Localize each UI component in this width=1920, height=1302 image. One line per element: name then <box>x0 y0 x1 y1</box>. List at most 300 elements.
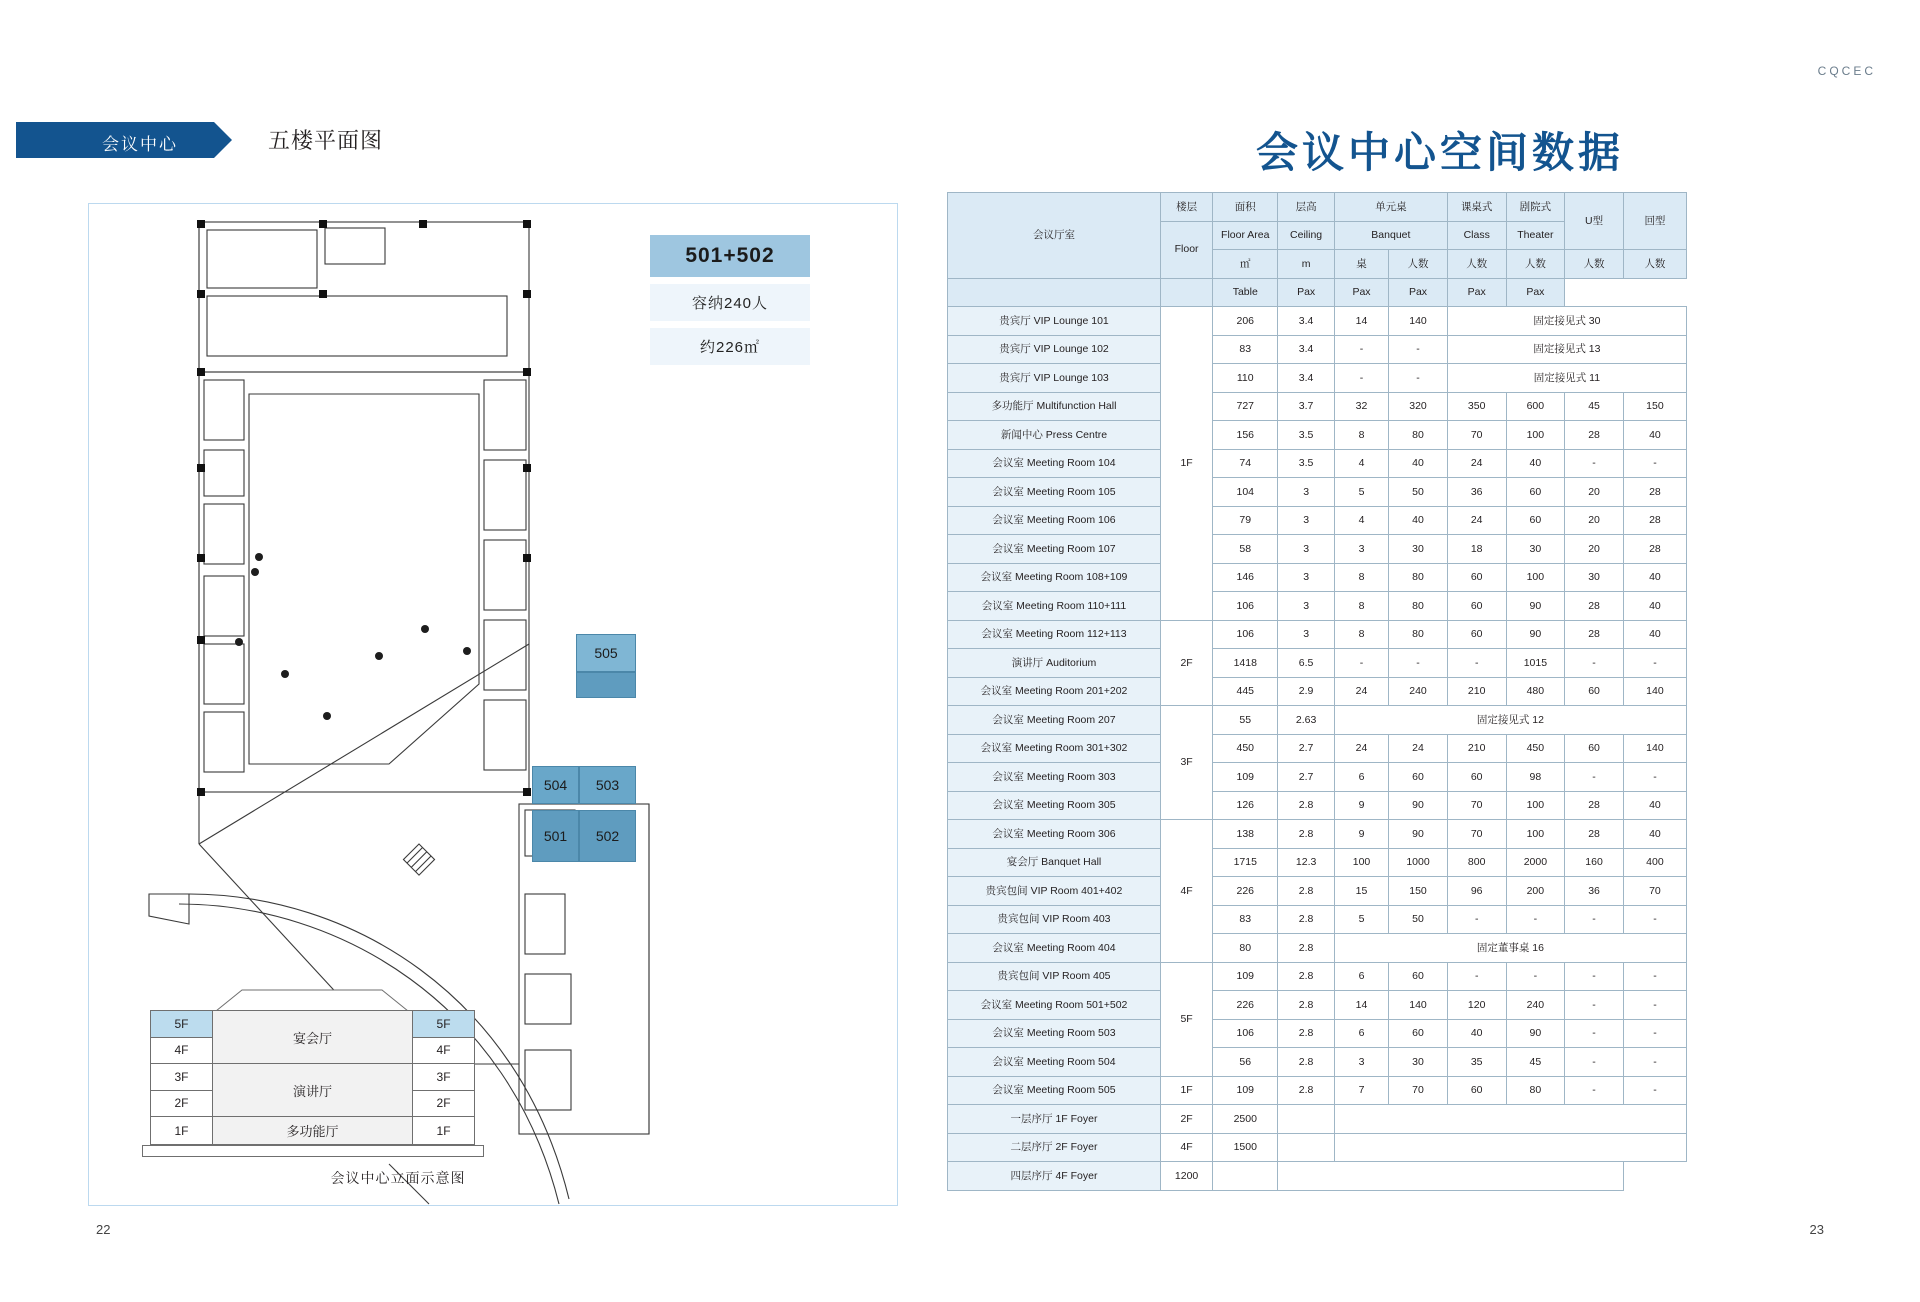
elevation-hall-name: 多功能厅 <box>212 1117 412 1145</box>
plan-room-503[interactable] <box>579 766 636 804</box>
cell-area: 156 <box>1213 421 1278 450</box>
cell-class-pax: 35 <box>1447 1048 1506 1077</box>
cell-banquet-table: - <box>1334 335 1388 364</box>
cell-merged-note: 固定接见式 30 <box>1447 307 1686 336</box>
th-area-unit: ㎡ <box>1213 250 1278 279</box>
cell-ceiling: 3 <box>1278 592 1335 621</box>
cell-room-name: 会议室 Meeting Room 503 <box>948 1019 1161 1048</box>
elevation-floor-right: 4F <box>413 1037 475 1064</box>
cell-class-pax: 210 <box>1447 734 1506 763</box>
cell-ceiling: 3.5 <box>1278 421 1335 450</box>
cell-hollow-pax: - <box>1623 449 1686 478</box>
cell-theater-pax: 45 <box>1506 1048 1565 1077</box>
cell-area: 1715 <box>1213 848 1278 877</box>
cell-class-pax: 96 <box>1447 877 1506 906</box>
cell-room-name: 会议室 Meeting Room 108+109 <box>948 563 1161 592</box>
cell-banquet-pax: 90 <box>1389 820 1448 849</box>
plan-room-502-label: 502 <box>595 828 620 844</box>
table-row <box>948 1048 1687 1077</box>
cell-room-name: 会议室 Meeting Room 501+502 <box>948 991 1161 1020</box>
table-row <box>948 307 1687 336</box>
cell-banquet-table: 8 <box>1334 592 1388 621</box>
th-area-cn: 面积 <box>1213 193 1278 222</box>
cell-room-name: 贵宾厅 VIP Lounge 102 <box>948 335 1161 364</box>
cell-hollow-pax: 140 <box>1623 677 1686 706</box>
cell-area: 1500 <box>1213 1133 1278 1162</box>
cell-ceiling: 3.4 <box>1278 335 1335 364</box>
cell-theater-pax: - <box>1506 905 1565 934</box>
cell-u-pax: - <box>1565 962 1624 991</box>
th-floor-cn: 楼层 <box>1161 193 1213 222</box>
table-row <box>948 421 1687 450</box>
cell-banquet-pax: 1000 <box>1389 848 1448 877</box>
cell-u-pax: - <box>1565 449 1624 478</box>
cell-ceiling: 3.4 <box>1278 364 1335 393</box>
cell-banquet-table: 6 <box>1334 763 1388 792</box>
th-banquet-pax: 人数 <box>1389 250 1448 279</box>
table-row <box>948 962 1687 991</box>
cell-area: 80 <box>1213 934 1278 963</box>
cell-room-name: 会议室 Meeting Room 207 <box>948 706 1161 735</box>
th-banquet-cn: 单元桌 <box>1334 193 1447 222</box>
cell-theater-pax: 1015 <box>1506 649 1565 678</box>
cell-class-pax: - <box>1447 905 1506 934</box>
elevation-floor-left: 2F <box>151 1090 213 1117</box>
th-theater-cn: 剧院式 <box>1506 193 1565 222</box>
cell-room-name: 会议室 Meeting Room 107 <box>948 535 1161 564</box>
cell-class-pax: 70 <box>1447 421 1506 450</box>
cell-area: 83 <box>1213 335 1278 364</box>
cell-u-pax: - <box>1565 1076 1624 1105</box>
cell-u-pax: 28 <box>1565 791 1624 820</box>
cell-u-pax: 60 <box>1565 734 1624 763</box>
cell-u-pax: 20 <box>1565 478 1624 507</box>
cell-ceiling: 3.5 <box>1278 449 1335 478</box>
cell-ceiling: 2.7 <box>1278 763 1335 792</box>
cell-u-pax: 160 <box>1565 848 1624 877</box>
cell-area: 1418 <box>1213 649 1278 678</box>
section-tag-label: 会议中心 <box>102 135 178 154</box>
table-row <box>948 820 1687 849</box>
table-row <box>948 506 1687 535</box>
th-banquet-en: Banquet <box>1334 221 1447 250</box>
table-title: 会议中心空间数据 <box>1255 129 1624 176</box>
plan-room-501-label: 501 <box>543 828 568 844</box>
cell-area: 1200 <box>1161 1162 1213 1191</box>
cell-u-pax: - <box>1565 1019 1624 1048</box>
cell-merged-note: 固定董事桌 16 <box>1334 934 1686 963</box>
cell-theater-pax: 100 <box>1506 791 1565 820</box>
cell-ceiling <box>1213 1162 1278 1191</box>
cell-theater-pax: 200 <box>1506 877 1565 906</box>
plan-room-501[interactable] <box>532 810 579 862</box>
table-row <box>948 1076 1687 1105</box>
table-row <box>948 364 1687 393</box>
table-row <box>948 1133 1687 1162</box>
table-row <box>948 905 1687 934</box>
cell-u-pax: - <box>1565 991 1624 1020</box>
cell-floor: 4F <box>1161 820 1213 963</box>
cell-class-pax: 60 <box>1447 563 1506 592</box>
table-row <box>948 392 1687 421</box>
cell-hollow-pax: - <box>1623 763 1686 792</box>
cell-class-pax: 36 <box>1447 478 1506 507</box>
elevation-hall-name: 演讲厅 <box>212 1064 412 1117</box>
cell-hollow-pax: 70 <box>1623 877 1686 906</box>
elevation-diagram <box>150 1010 475 1145</box>
cell-theater-pax: 100 <box>1506 820 1565 849</box>
elevation-row <box>151 1011 475 1038</box>
cell-area: 104 <box>1213 478 1278 507</box>
cell-class-pax: 70 <box>1447 791 1506 820</box>
cell-room-name: 会议室 Meeting Room 305 <box>948 791 1161 820</box>
cell-hollow-pax: 28 <box>1623 535 1686 564</box>
cell-area: 79 <box>1213 506 1278 535</box>
cell-ceiling: 3.4 <box>1278 307 1335 336</box>
cell-banquet-pax: 50 <box>1389 905 1448 934</box>
cell-theater-pax: 100 <box>1506 421 1565 450</box>
table-row <box>948 991 1687 1020</box>
cell-hollow-pax: - <box>1623 905 1686 934</box>
cell-banquet-pax: 40 <box>1389 506 1448 535</box>
cell-floor: 1F <box>1161 307 1213 621</box>
th-room: 会议厅室 <box>948 193 1161 279</box>
elevation-row <box>151 1117 475 1145</box>
elevation-caption: 会议中心立面示意图 <box>330 1170 466 1186</box>
callout-area: 约226㎡ <box>650 328 810 365</box>
cell-hollow-pax: 140 <box>1623 734 1686 763</box>
cell-u-pax: 20 <box>1565 506 1624 535</box>
cell-banquet-pax: 320 <box>1389 392 1448 421</box>
cell-room-name: 会议室 Meeting Room 106 <box>948 506 1161 535</box>
cell-u-pax: 60 <box>1565 677 1624 706</box>
table-row <box>948 1105 1687 1134</box>
cell-class-pax: 60 <box>1447 1076 1506 1105</box>
cell-room-name: 二层序厅 2F Foyer <box>948 1133 1161 1162</box>
cell-banquet-pax: 60 <box>1389 763 1448 792</box>
cell-banquet-pax: 150 <box>1389 877 1448 906</box>
table-row <box>948 934 1687 963</box>
cell-theater-pax: 60 <box>1506 478 1565 507</box>
cell-banquet-pax: 30 <box>1389 1048 1448 1077</box>
cell-banquet-pax: - <box>1389 649 1448 678</box>
table-row <box>948 563 1687 592</box>
cell-banquet-table: 14 <box>1334 307 1388 336</box>
cell-ceiling: 2.8 <box>1278 905 1335 934</box>
cell-hollow-pax: - <box>1623 991 1686 1020</box>
cell-ceiling <box>1278 1105 1335 1134</box>
cell-banquet-table: 4 <box>1334 449 1388 478</box>
cell-ceiling: 12.3 <box>1278 848 1335 877</box>
cell-empty <box>1334 1133 1686 1162</box>
cell-area: 55 <box>1213 706 1278 735</box>
elevation-floor-right: 5F <box>413 1011 475 1038</box>
cell-ceiling: 2.7 <box>1278 734 1335 763</box>
cell-ceiling: 2.8 <box>1278 877 1335 906</box>
callout-room-code: 501+502 <box>650 235 810 277</box>
cell-u-pax: - <box>1565 763 1624 792</box>
cell-room-name: 会议室 Meeting Room 306 <box>948 820 1161 849</box>
th-ceiling-unit: m <box>1278 250 1335 279</box>
th-hollow-pax: 人数 <box>1623 250 1686 279</box>
plan-room-503-label: 503 <box>595 777 620 793</box>
table-row <box>948 620 1687 649</box>
cell-room-name: 一层序厅 1F Foyer <box>948 1105 1161 1134</box>
elevation-hall-name: 宴会厅 <box>212 1011 412 1064</box>
cell-area: 106 <box>1213 1019 1278 1048</box>
cell-banquet-pax: - <box>1389 335 1448 364</box>
cell-class-pax: 40 <box>1447 1019 1506 1048</box>
page-title: 五楼平面图 <box>268 128 384 153</box>
cell-theater-pax: 450 <box>1506 734 1565 763</box>
elevation-floor-left: 1F <box>151 1117 213 1145</box>
plan-room-505-fill <box>576 672 636 698</box>
cell-ceiling: 3 <box>1278 620 1335 649</box>
cell-banquet-table: - <box>1334 649 1388 678</box>
th-area-en: Floor Area <box>1213 221 1278 250</box>
cell-area: 226 <box>1213 991 1278 1020</box>
cell-area: 109 <box>1213 1076 1278 1105</box>
plan-room-504-label: 504 <box>543 777 568 793</box>
cell-theater-pax: 480 <box>1506 677 1565 706</box>
cell-class-pax: 24 <box>1447 506 1506 535</box>
th-theater-en: Theater <box>1506 221 1565 250</box>
cell-hollow-pax: 28 <box>1623 478 1686 507</box>
elevation-floor-right: 1F <box>413 1117 475 1145</box>
cell-banquet-table: 15 <box>1334 877 1388 906</box>
cell-room-name: 新闻中心 Press Centre <box>948 421 1161 450</box>
cell-empty <box>1334 1105 1686 1134</box>
cell-class-pax: 24 <box>1447 449 1506 478</box>
table-row <box>948 478 1687 507</box>
table-row <box>948 649 1687 678</box>
cell-ceiling: 2.8 <box>1278 791 1335 820</box>
cell-u-pax: 45 <box>1565 392 1624 421</box>
cell-area: 146 <box>1213 563 1278 592</box>
elevation-base <box>142 1145 484 1157</box>
cell-room-name: 多功能厅 Multifunction Hall <box>948 392 1161 421</box>
cell-area: 83 <box>1213 905 1278 934</box>
cell-area: 74 <box>1213 449 1278 478</box>
cell-u-pax: - <box>1565 1048 1624 1077</box>
cell-area: 109 <box>1213 962 1278 991</box>
cell-banquet-pax: 80 <box>1389 421 1448 450</box>
cell-room-name: 会议室 Meeting Room 504 <box>948 1048 1161 1077</box>
cell-hollow-pax: 40 <box>1623 791 1686 820</box>
cell-ceiling: 3 <box>1278 506 1335 535</box>
cell-u-pax: 28 <box>1565 620 1624 649</box>
table-row <box>948 791 1687 820</box>
cell-banquet-table: 7 <box>1334 1076 1388 1105</box>
cell-area: 2500 <box>1213 1105 1278 1134</box>
table-row <box>948 449 1687 478</box>
cell-theater-pax: 240 <box>1506 991 1565 1020</box>
cell-banquet-pax: 90 <box>1389 791 1448 820</box>
space-data-table <box>947 192 1687 1191</box>
cell-hollow-pax: 28 <box>1623 506 1686 535</box>
table-body <box>948 307 1687 1191</box>
cell-theater-pax: 30 <box>1506 535 1565 564</box>
cell-room-name: 会议室 Meeting Room 105 <box>948 478 1161 507</box>
th-area-blank <box>948 278 1161 307</box>
cell-area: 445 <box>1213 677 1278 706</box>
cell-room-name: 贵宾包间 VIP Room 405 <box>948 962 1161 991</box>
cell-banquet-pax: 40 <box>1389 449 1448 478</box>
cell-banquet-pax: 240 <box>1389 677 1448 706</box>
cell-room-name: 贵宾包间 VIP Room 403 <box>948 905 1161 934</box>
cell-merged-note: 固定接见式 11 <box>1447 364 1686 393</box>
room-callout <box>650 235 810 365</box>
cell-banquet-table: 32 <box>1334 392 1388 421</box>
cell-hollow-pax: - <box>1623 1048 1686 1077</box>
right-page <box>960 0 1920 1302</box>
plan-room-504[interactable] <box>532 766 579 804</box>
cell-hollow-pax: 40 <box>1623 421 1686 450</box>
cell-area: 106 <box>1213 592 1278 621</box>
folio-left: 22 <box>96 1222 111 1237</box>
cell-floor: 5F <box>1161 962 1213 1076</box>
table-row <box>948 335 1687 364</box>
plan-room-505[interactable] <box>576 634 636 672</box>
cell-banquet-pax: 80 <box>1389 620 1448 649</box>
cell-area: 727 <box>1213 392 1278 421</box>
cell-banquet-table: 4 <box>1334 506 1388 535</box>
table-head-en-row <box>948 278 1687 307</box>
cell-ceiling: 3 <box>1278 535 1335 564</box>
cell-area: 206 <box>1213 307 1278 336</box>
cell-theater-pax: 2000 <box>1506 848 1565 877</box>
table-row <box>948 763 1687 792</box>
cell-banquet-table: 8 <box>1334 620 1388 649</box>
cell-ceiling: 2.8 <box>1278 934 1335 963</box>
cell-room-name: 四层序厅 4F Foyer <box>948 1162 1161 1191</box>
cell-floor: 1F <box>1161 1076 1213 1105</box>
cell-banquet-table: 100 <box>1334 848 1388 877</box>
cell-floor: 2F <box>1161 1105 1213 1134</box>
th-class-pax-en: Pax <box>1334 278 1388 307</box>
cell-area: 56 <box>1213 1048 1278 1077</box>
th-u-pax: 人数 <box>1565 250 1624 279</box>
cell-banquet-pax: 70 <box>1389 1076 1448 1105</box>
cell-banquet-table: 8 <box>1334 421 1388 450</box>
cell-room-name: 会议室 Meeting Room 201+202 <box>948 677 1161 706</box>
cell-u-pax: - <box>1565 905 1624 934</box>
section-tag <box>16 122 214 158</box>
cell-ceiling: 2.8 <box>1278 1076 1335 1105</box>
table-row <box>948 706 1687 735</box>
cell-theater-pax: - <box>1506 962 1565 991</box>
cell-ceiling <box>1278 1133 1335 1162</box>
cell-room-name: 会议室 Meeting Room 110+111 <box>948 592 1161 621</box>
cell-room-name: 会议室 Meeting Room 404 <box>948 934 1161 963</box>
cell-class-pax: 120 <box>1447 991 1506 1020</box>
th-hollow-cn: 回型 <box>1623 193 1686 250</box>
cell-area: 226 <box>1213 877 1278 906</box>
cell-banquet-pax: 140 <box>1389 991 1448 1020</box>
space-data-table-wrap <box>947 192 1687 1191</box>
table-row <box>948 535 1687 564</box>
cell-area: 110 <box>1213 364 1278 393</box>
cell-room-name: 会议室 Meeting Room 112+113 <box>948 620 1161 649</box>
cell-area: 58 <box>1213 535 1278 564</box>
cell-banquet-table: 24 <box>1334 677 1388 706</box>
cell-ceiling: 2.8 <box>1278 1048 1335 1077</box>
cell-banquet-pax: 30 <box>1389 535 1448 564</box>
th-class-pax: 人数 <box>1447 250 1506 279</box>
cell-banquet-table: 5 <box>1334 905 1388 934</box>
cell-theater-pax: 80 <box>1506 1076 1565 1105</box>
elevation-row <box>151 1064 475 1091</box>
cell-area: 126 <box>1213 791 1278 820</box>
cell-banquet-pax: 50 <box>1389 478 1448 507</box>
table-row <box>948 592 1687 621</box>
brand-mark: CQCEC <box>1817 64 1876 78</box>
cell-class-pax: 18 <box>1447 535 1506 564</box>
callout-capacity: 容纳240人 <box>650 284 810 321</box>
cell-class-pax: 800 <box>1447 848 1506 877</box>
cell-hollow-pax: - <box>1623 1076 1686 1105</box>
cell-room-name: 贵宾包间 VIP Room 401+402 <box>948 877 1161 906</box>
cell-banquet-pax: 60 <box>1389 1019 1448 1048</box>
cell-banquet-table: 3 <box>1334 535 1388 564</box>
cell-room-name: 宴会厅 Banquet Hall <box>948 848 1161 877</box>
th-u-pax-en: Pax <box>1447 278 1506 307</box>
th-ceil-blank <box>1161 278 1213 307</box>
cell-class-pax: 60 <box>1447 763 1506 792</box>
th-theater-pax-en: Pax <box>1389 278 1448 307</box>
cell-empty <box>1278 1162 1624 1191</box>
th-class-cn: 课桌式 <box>1447 193 1506 222</box>
cell-banquet-pax: 24 <box>1389 734 1448 763</box>
cell-theater-pax: 98 <box>1506 763 1565 792</box>
cell-ceiling: 2.8 <box>1278 962 1335 991</box>
cell-hollow-pax: 40 <box>1623 563 1686 592</box>
cell-ceiling: 3 <box>1278 478 1335 507</box>
cell-merged-note: 固定接见式 12 <box>1334 706 1686 735</box>
cell-room-name: 会议室 Meeting Room 301+302 <box>948 734 1161 763</box>
folio-right: 23 <box>1809 1222 1824 1237</box>
elevation-floor-right: 3F <box>413 1064 475 1091</box>
cell-banquet-table: 6 <box>1334 962 1388 991</box>
cell-hollow-pax: 40 <box>1623 592 1686 621</box>
th-banquet-table: 桌 <box>1334 250 1388 279</box>
elevation-floor-left: 3F <box>151 1064 213 1091</box>
cell-banquet-pax: 60 <box>1389 962 1448 991</box>
plan-room-502[interactable] <box>579 810 636 862</box>
cell-banquet-pax: - <box>1389 364 1448 393</box>
cell-class-pax: - <box>1447 962 1506 991</box>
cell-banquet-table: 8 <box>1334 563 1388 592</box>
cell-theater-pax: 90 <box>1506 592 1565 621</box>
cell-banquet-table: 5 <box>1334 478 1388 507</box>
cell-hollow-pax: 400 <box>1623 848 1686 877</box>
elevation-floor-left: 4F <box>151 1037 213 1064</box>
cell-banquet-table: 14 <box>1334 991 1388 1020</box>
cell-class-pax: - <box>1447 649 1506 678</box>
cell-hollow-pax: - <box>1623 962 1686 991</box>
cell-ceiling: 3.7 <box>1278 392 1335 421</box>
cell-u-pax: - <box>1565 649 1624 678</box>
cell-room-name: 贵宾厅 VIP Lounge 103 <box>948 364 1161 393</box>
cell-theater-pax: 60 <box>1506 506 1565 535</box>
cell-theater-pax: 90 <box>1506 620 1565 649</box>
table-row <box>948 877 1687 906</box>
cell-banquet-table: 6 <box>1334 1019 1388 1048</box>
cell-room-name: 贵宾厅 VIP Lounge 101 <box>948 307 1161 336</box>
th-banquet-pax-en: Pax <box>1278 278 1335 307</box>
cell-hollow-pax: - <box>1623 649 1686 678</box>
cell-floor: 3F <box>1161 706 1213 820</box>
